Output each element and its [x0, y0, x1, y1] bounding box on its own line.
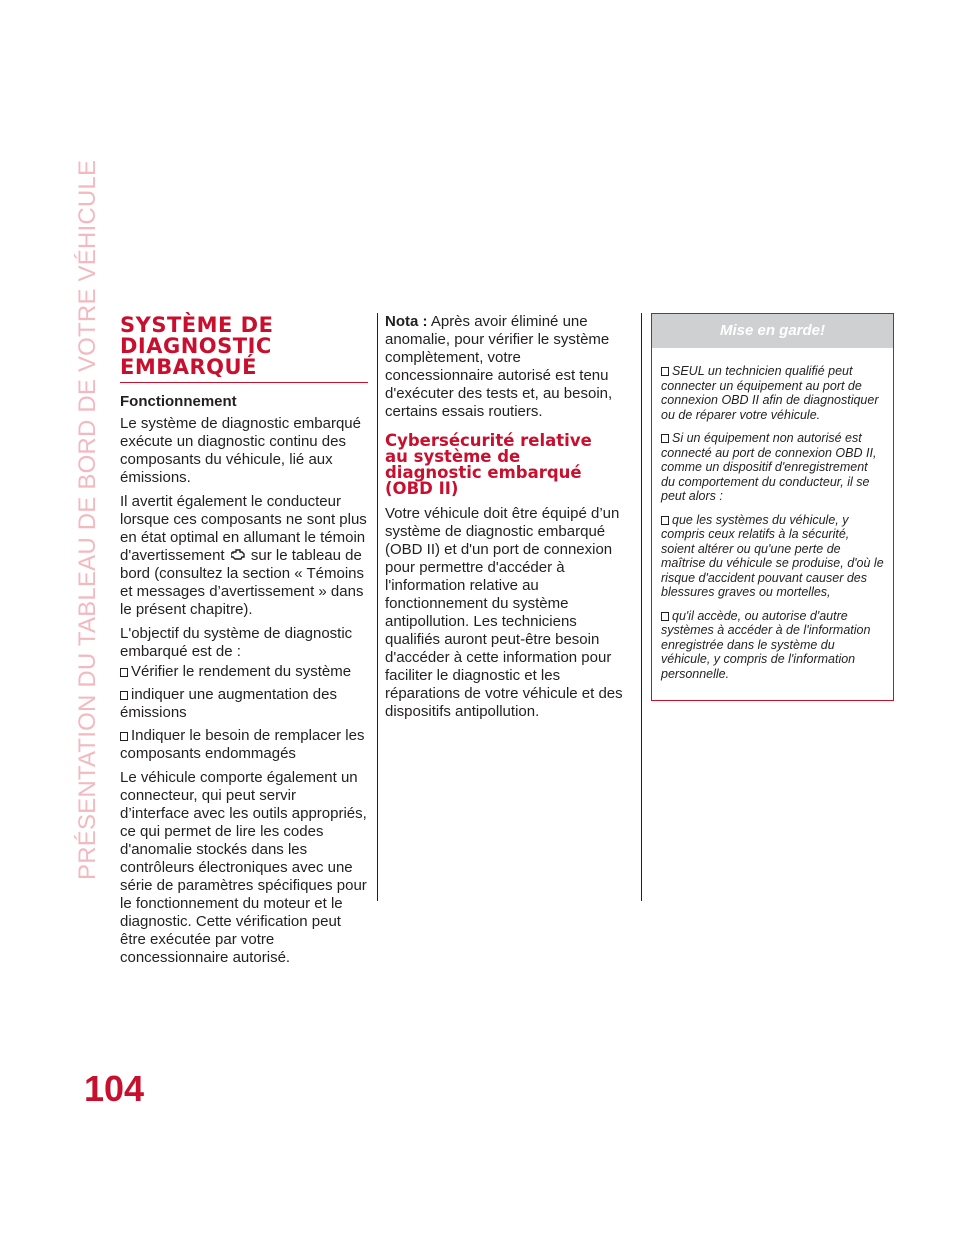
warning-item: [661, 513, 884, 600]
warning-item-text: Si un équipement non autorisé est connecté au port de connexion OBD II, comme un dispositif d'enregistrement du comportement du conducteur, il se peut alors :: [661, 431, 877, 503]
warning-body: [652, 348, 893, 700]
list-item-text: Indiquer le besoin de remplacer les composants endommagés: [120, 727, 365, 762]
paragraph: Votre véhicule doit être équipé d’un système de diagnostic embarqué (OBD II) et d'un port de connexion pour permettre d'accéder à l'information relative au fonctionnement du système antipollution. Les techniciens qualifiés auront peut-être besoin d'accéder à cette information pour faciliter le diagnostic et les réparations de votre véhicule et des dispositifs antipollution.: [385, 505, 623, 720]
heading-line: au système de: [385, 447, 521, 466]
warning-item-text: que les systèmes du véhicule, y compris ceux relatifs à la sécurité, soient altérer ou qu'une perte de maîtrise du véhicule se produise, d'où le risque d'accident pouvant causer des blessures graves ou mortelles,: [661, 512, 884, 599]
heading-line: EMBARQUÉ: [120, 355, 257, 379]
list-item: [120, 727, 368, 763]
column-2: [385, 313, 625, 727]
warning-item: [661, 364, 884, 422]
page-number: 104: [84, 1068, 145, 1109]
warning-item-text: qu'il accède, ou autorise d'autre systèmes à accéder à de l'information enregistrée dans le système du véhicule, y compris de l'information personnelle.: [661, 608, 871, 681]
list-item-text: indiquer une augmentation des émissions: [120, 686, 337, 721]
warning-item-text: SEUL un technicien qualifié peut connecter un équipement au port de connexion OBD II afin de diagnostiquer ou de réparer votre véhicule.: [661, 364, 879, 422]
column-3: [651, 313, 894, 701]
section-heading: [385, 433, 625, 497]
checkbox-square-icon: [661, 434, 669, 443]
paragraph-text: sur le tableau de bord (consultez la section « Témoins et messages d’avertissement » dans le présent chapitre).: [120, 547, 365, 618]
subheading: Fonctionnement: [120, 393, 237, 410]
checkbox-square-icon: [120, 668, 128, 677]
checkbox-square-icon: [120, 691, 128, 700]
note-text: Après avoir éliminé une anomalie, pour vérifier le système complètement, votre concessionnaire autorisé est tenu d'exécuter des tests et, au besoin, certains essais routiers.: [385, 313, 613, 420]
heading-line: (OBD II): [385, 479, 459, 498]
paragraph: L'objectif du système de diagnostic embarqué est de :: [120, 625, 353, 660]
checkbox-square-icon: [661, 516, 669, 525]
heading-line: diagnostic embarqué: [385, 463, 582, 482]
paragraph-text: Il avertit également le conducteur lorsque ces composants ne sont plus en état optimal en allumant le témoin d'avertissement: [120, 493, 367, 564]
note-label: Nota :: [385, 313, 428, 330]
heading-line: SYSTÈME DE: [120, 313, 274, 337]
list-item: [120, 663, 368, 681]
list-item: [120, 686, 368, 722]
checkbox-square-icon: [661, 367, 669, 376]
warning-title: Mise en garde!: [652, 314, 893, 348]
column-1: [120, 313, 368, 973]
paragraph: [120, 493, 368, 619]
section-heading: [120, 315, 368, 383]
heading-line: DIAGNOSTIC: [120, 334, 272, 358]
warning-item: [661, 609, 884, 682]
paragraph: Le système de diagnostic embarqué exécute un diagnostic continu des composants du véhicule, lié aux émissions.: [120, 415, 361, 486]
checkbox-square-icon: [120, 732, 128, 741]
checkbox-square-icon: [661, 612, 669, 621]
sidebar-chapter-title: PRÉSENTATION DU TABLEAU DE BORD DE VOTRE VÉHICULE: [74, 159, 101, 880]
note: [385, 313, 625, 421]
warning-item: [661, 431, 884, 504]
heading-line: Cybersécurité relative: [385, 431, 592, 450]
warning-box: [651, 313, 894, 701]
paragraph: Le véhicule comporte également un connecteur, qui peut servir d’interface avec les outils appropriés, ce qui permet de lire les codes d'anomalie stockés dans les contrôleurs électroniques avec une série de paramètres spécifiques pour le fonctionnement du moteur et le diagnostic. Cette vérification peut être exécutée par votre concessionnaire autorisé.: [120, 769, 367, 966]
column-divider: [377, 313, 378, 901]
column-divider: [641, 313, 642, 901]
engine-check-icon: [231, 547, 245, 565]
list-item-text: Vérifier le rendement du système: [131, 663, 352, 680]
